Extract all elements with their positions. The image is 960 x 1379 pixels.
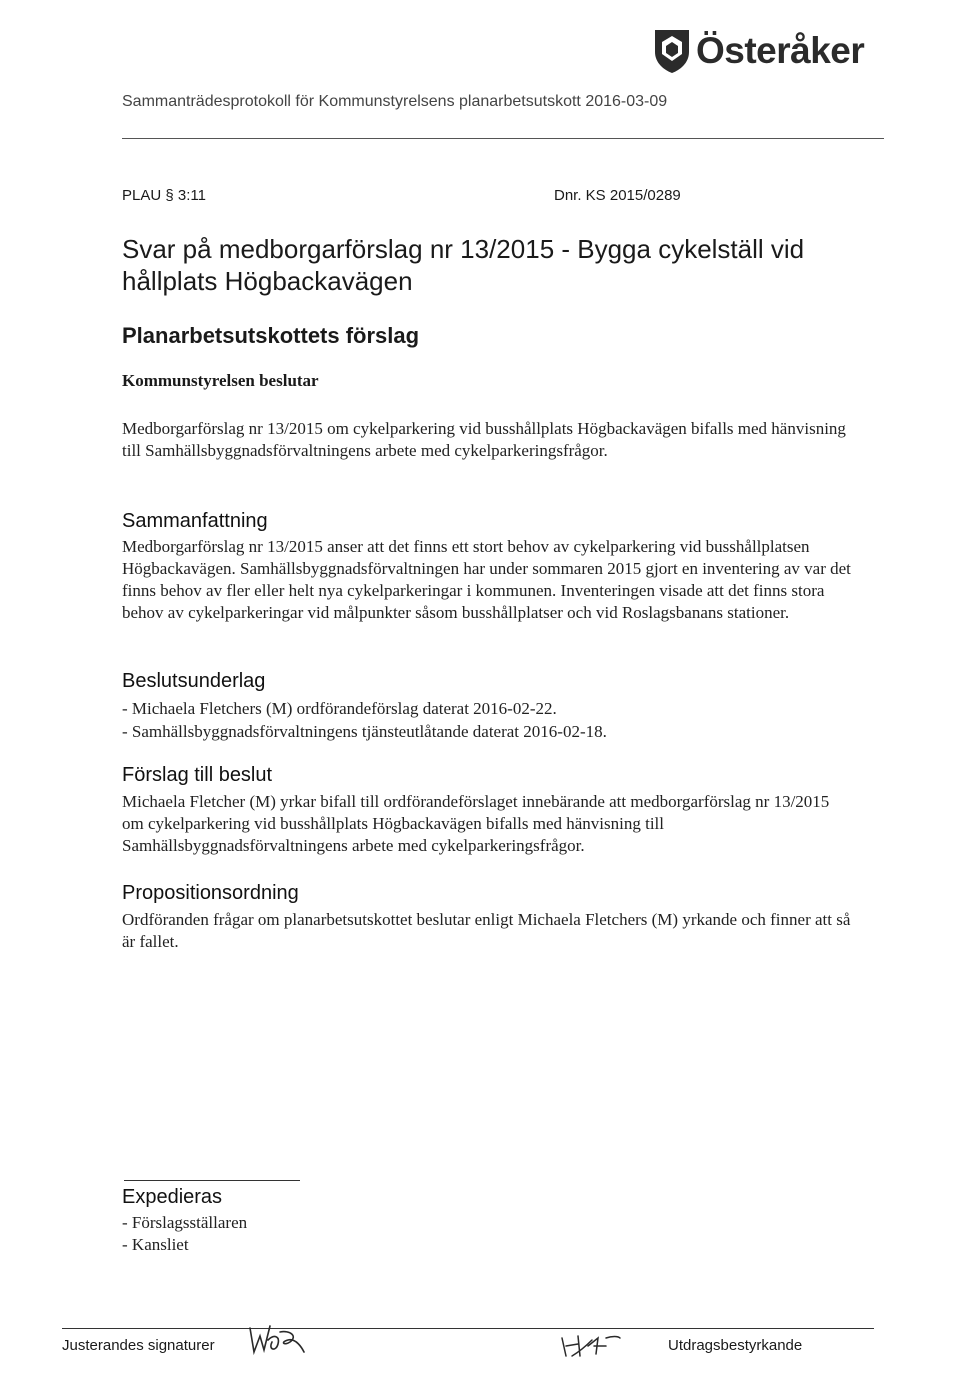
basis-heading: Beslutsunderlag bbox=[122, 670, 266, 692]
list-item: - Michaela Fletchers (M) ordförandeförslag daterat 2016-02-22. bbox=[122, 699, 557, 718]
footer-divider bbox=[62, 1328, 874, 1329]
proposal-heading: Planarbetsutskottets förslag bbox=[122, 323, 420, 348]
page-title: Svar på medborgarförslag nr 13/2015 - Bygga cykelställ vid hållplats Högbackavägen bbox=[122, 234, 805, 296]
certification-label: Utdragsbestyrkande bbox=[668, 1337, 803, 1354]
protocol-header: Sammanträdesprotokoll för Kommunstyrelsens planarbetsutskott 2016-03-09 bbox=[122, 93, 668, 110]
signatures-label: Justerandes signaturer bbox=[62, 1337, 215, 1354]
dispatch-list bbox=[122, 1212, 247, 1256]
list-item: - Samhällsbyggnadsförvaltningens tjänsteutlåtande daterat 2016-02-18. bbox=[122, 722, 607, 741]
header-divider bbox=[122, 138, 884, 139]
case-number: Dnr. KS 2015/0289 bbox=[554, 187, 681, 204]
section-divider bbox=[124, 1180, 300, 1181]
paragraph-number: PLAU § 3:11 bbox=[122, 187, 206, 204]
basis-list bbox=[122, 697, 852, 743]
handwritten-signature-icon bbox=[244, 1318, 308, 1358]
motion-text: Michaela Fletcher (M) yrkar bifall till ordförandeförslaget innebärande att medborgarförslag nr 13/2015 om cykelparkering vid busshållplats Högbackavägen bifalls med hänvisning till Samhällsbyggnadsförvaltningens arbete med cykelparkeringsfrågor. bbox=[122, 792, 830, 855]
summary-text: Medborgarförslag nr 13/2015 anser att det finns ett stort behov av cykelparkering vid busshållplatsen Högbackavägen. Samhällsbyggnadsförvaltningen har under sommaren 2015 gjort en inventering av var det finns behov av fler eller helt nya cykelparkeringar i kommunen. Inventeringen visade att det finns stora behov av cykelparkeringar vid målpunkter såsom busshållplatser och vid Roslagsbanans stationer. bbox=[122, 537, 851, 622]
municipality-logo bbox=[652, 28, 864, 74]
summary-heading: Sammanfattning bbox=[122, 510, 268, 532]
decision-heading: Kommunstyrelsen beslutar bbox=[122, 371, 319, 390]
coat-of-arms-icon bbox=[652, 28, 692, 74]
procedure-text: Ordföranden frågar om planarbetsutskottet beslutar enligt Michaela Fletchers (M) yrkande och finner att så är fallet. bbox=[122, 910, 851, 951]
decision-text: Medborgarförslag nr 13/2015 om cykelparkering vid busshållplats Högbackavägen bifalls med hänvisning till Samhällsbyggnadsförvaltningens arbete med cykelparkeringsfrågor. bbox=[122, 419, 846, 460]
procedure-heading: Propositionsordning bbox=[122, 882, 299, 904]
list-item: - Förslagsställaren bbox=[122, 1213, 248, 1232]
logo-wordmark: Österåker bbox=[696, 30, 865, 71]
motion-heading: Förslag till beslut bbox=[122, 764, 273, 786]
dispatch-heading: Expedieras bbox=[122, 1186, 223, 1208]
list-item: - Kansliet bbox=[122, 1235, 189, 1254]
handwritten-initials-icon bbox=[558, 1330, 622, 1360]
